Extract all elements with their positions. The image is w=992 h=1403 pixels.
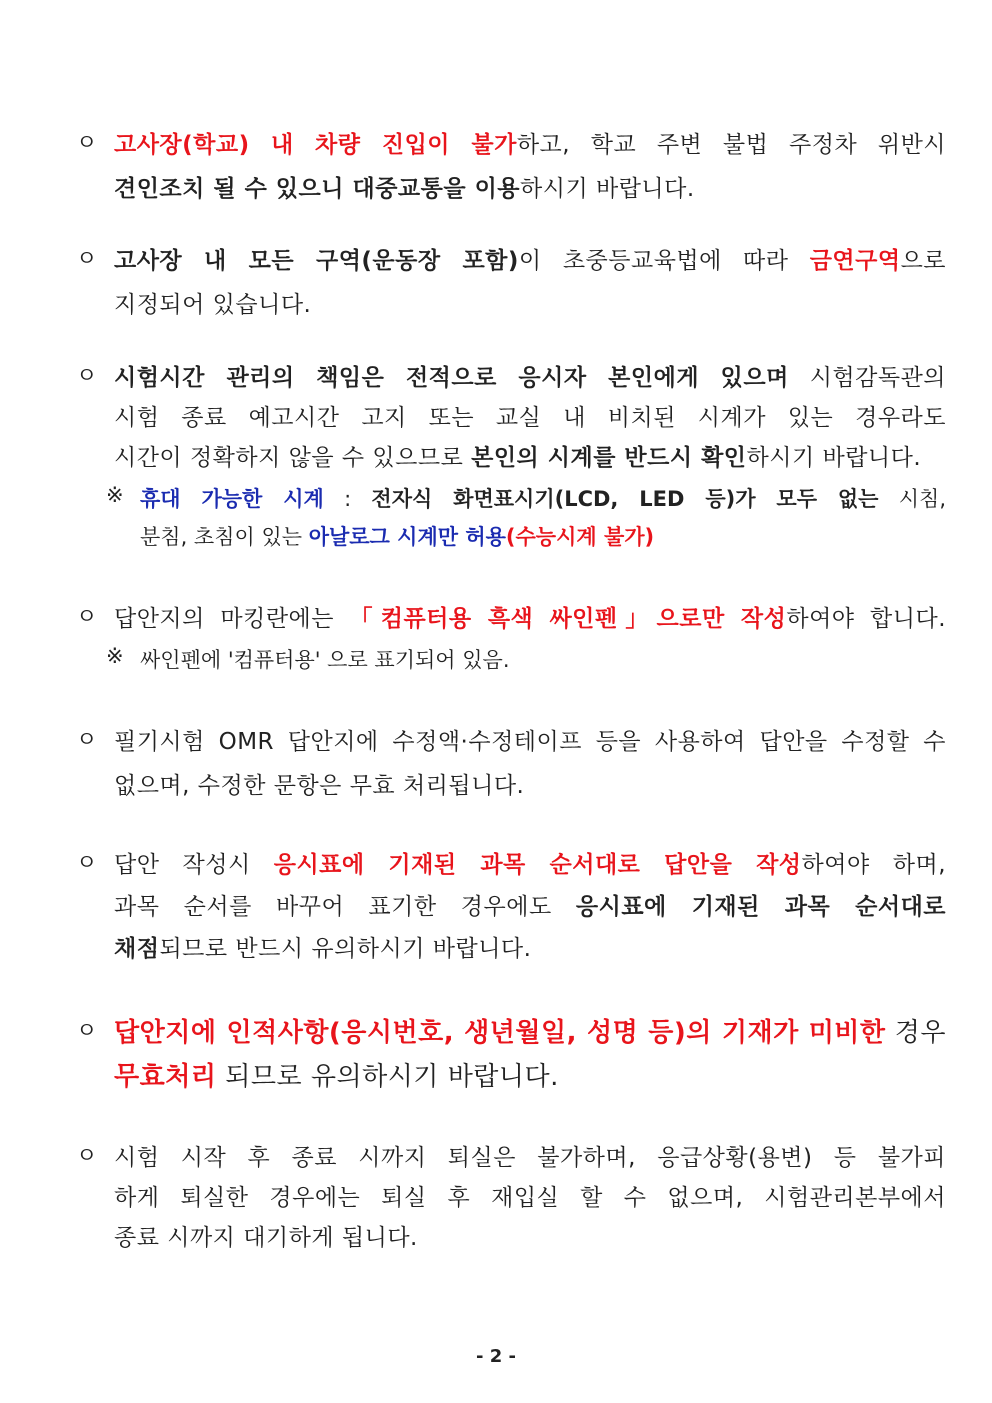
body-text: 하게 퇴실한 경우에는 퇴실 후 재입실 할 수 없으며, 시험관리본부에서 (114, 1185, 946, 1211)
body-text: 시침, (878, 487, 946, 511)
body-text: 답안 작성시 (114, 852, 274, 878)
emphasis-text: 휴대 가능한 시계 (140, 487, 324, 511)
body-text: 경우 (885, 1018, 946, 1048)
body-text: 으로 (900, 248, 946, 274)
body-text: 하시기 바랍니다. (520, 176, 695, 202)
body-text: 하여야 하며, (801, 852, 947, 878)
item-line (114, 399, 946, 432)
body-text: 되므로 유의하시기 바랍니다. (216, 1062, 559, 1092)
body-text: : (323, 487, 372, 511)
emphasis-text: 고사장 내 모든 구역(운동장 포함) (114, 248, 519, 274)
body-text: 답안지의 마킹란에는 (114, 606, 350, 632)
bullet-marker: ㅇ (76, 131, 98, 156)
emphasis-text: 견인조치 될 수 있으니 대중교통을 이용 (114, 176, 521, 202)
body-text: 시간이 정확하지 않을 수 있으므로 (114, 445, 472, 471)
body-text: 분침, 초침이 있는 (140, 525, 309, 549)
body-text: 필기시험 OMR 답안지에 수정액·수정테이프 등을 사용하여 답안을 수정할 수 (114, 729, 946, 755)
body-text: 하여야 합니다. (786, 606, 946, 632)
note-line (140, 483, 946, 513)
item-line (114, 439, 921, 472)
item-line (114, 1179, 946, 1212)
emphasis-text: 응시표에 기재된 과목 순서대로 (575, 894, 947, 920)
body-text: 하시기 바랍니다. (746, 445, 922, 471)
item-line (114, 600, 946, 633)
bullet-marker: ㅇ (76, 851, 98, 876)
body-text: 시험 종료 예고시간 고지 또는 교실 내 비치된 시계가 있는 경우라도 (114, 405, 946, 431)
body-text: 종료 시까지 대기하게 됩니다. (114, 1225, 418, 1251)
body-text: 되므로 반드시 유의하시기 바랍니다. (159, 936, 532, 962)
emphasis-text: 무효처리 (114, 1062, 217, 1092)
item-line (114, 126, 946, 159)
emphasis-text: (수능시계 불가) (505, 525, 655, 549)
emphasis-text: 고사장(학교) 내 차량 진입이 불가 (114, 132, 517, 158)
page-number: - 2 - (476, 1346, 516, 1367)
item-line (114, 846, 946, 879)
item-line (114, 359, 946, 392)
item-line (114, 1056, 559, 1093)
item-line (114, 1139, 946, 1172)
body-text: 시험감독관의 (788, 365, 947, 391)
item-line (114, 242, 946, 275)
item-line (114, 286, 311, 319)
bullet-marker: ㅇ (76, 247, 98, 272)
emphasis-text: 「컴퓨터용 흑색 싸인펜」으로만 작성 (349, 606, 787, 632)
item-line (114, 930, 531, 963)
item-line (114, 723, 946, 756)
item-line (114, 888, 946, 921)
emphasis-text: 응시표에 기재된 과목 순서대로 답안을 작성 (273, 852, 802, 878)
body-text: 지정되어 있습니다. (114, 292, 312, 318)
note-mark: ※ (106, 483, 124, 507)
body-text: 과목 순서를 바꾸어 표기한 경우에도 (114, 894, 576, 920)
bullet-marker: ㅇ (76, 1144, 98, 1169)
body-text: 없으며, 수정한 문항은 무효 처리됩니다. (114, 773, 525, 799)
item-line (114, 1012, 946, 1049)
emphasis-text: 시험시간 관리의 책임은 전적으로 응시자 본인에게 있으며 (114, 365, 789, 391)
emphasis-text: 본인의 시계를 반드시 확인 (471, 445, 747, 471)
bullet-marker: ㅇ (76, 728, 98, 753)
body-text: 하고, 학교 주변 불법 주정차 위반시 (516, 132, 947, 158)
bullet-marker: ㅇ (76, 605, 98, 630)
item-line (114, 170, 695, 203)
item-line (114, 767, 524, 800)
body-text: 이 초중등교육법에 따라 (518, 248, 810, 274)
note-mark: ※ (106, 644, 124, 668)
note-line (140, 644, 510, 674)
emphasis-text: 금연구역 (809, 248, 901, 274)
body-text: 시험 시작 후 종료 시까지 퇴실은 불가하며, 응급상황(용변) 등 불가피 (114, 1145, 946, 1171)
emphasis-text: 채점 (114, 936, 160, 962)
body-text: 싸인펜에 '컴퓨터용' 으로 표기되어 있음. (140, 648, 510, 672)
item-line (114, 1219, 418, 1252)
bullet-marker: ㅇ (76, 1019, 98, 1044)
note-line (140, 521, 654, 551)
emphasis-text: 전자식 화면표시기(LCD, LED 등)가 모두 없는 (371, 487, 879, 511)
bullet-marker: ㅇ (76, 364, 98, 389)
emphasis-text: 답안지에 인적사항(응시번호, 생년월일, 성명 등)의 기재가 미비한 (114, 1018, 886, 1048)
emphasis-text: 아날로그 시계만 허용 (308, 525, 506, 549)
